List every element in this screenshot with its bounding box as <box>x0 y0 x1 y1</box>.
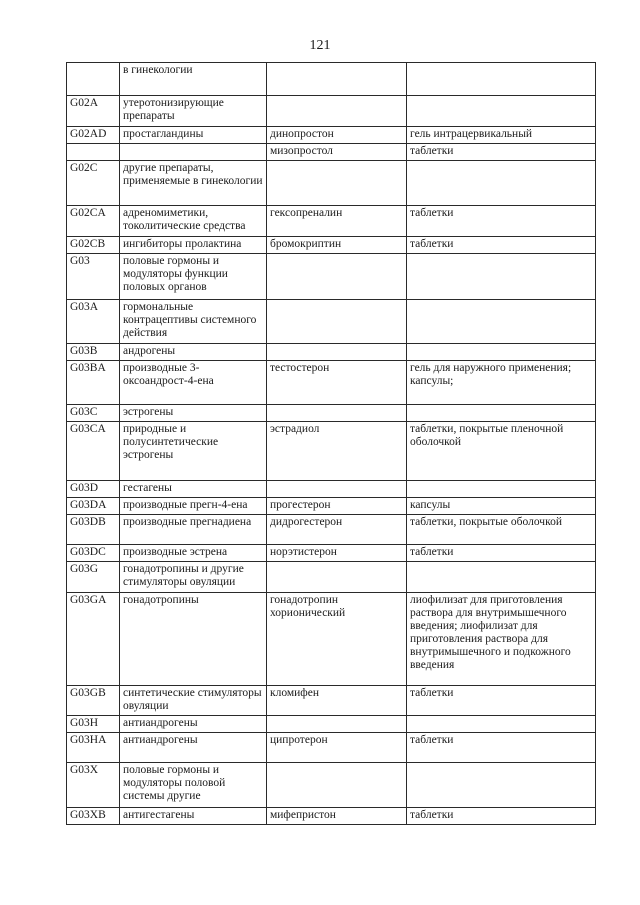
dosage-form-cell: таблетки <box>407 237 596 254</box>
drug-name-cell: норэтистерон <box>267 545 407 562</box>
atc-code-cell: G03BA <box>67 361 120 405</box>
atc-code-cell: G03HA <box>67 733 120 763</box>
table-row <box>67 237 596 254</box>
group-cell: антиандрогены <box>120 716 267 733</box>
table-row <box>67 515 596 545</box>
atc-code-cell: G03XB <box>67 808 120 825</box>
group-cell: ингибиторы пролактина <box>120 237 267 254</box>
dosage-form-cell <box>407 254 596 300</box>
dosage-form-cell <box>407 96 596 127</box>
table-row <box>67 361 596 405</box>
atc-code-cell: G02CA <box>67 206 120 237</box>
drug-name-cell: ципротерон <box>267 733 407 763</box>
table-body <box>67 63 596 825</box>
drug-name-cell: мифепристон <box>267 808 407 825</box>
atc-code-cell: G03D <box>67 481 120 498</box>
group-cell: гормональные контрацептивы системного действия <box>120 300 267 344</box>
group-cell: антигестагены <box>120 808 267 825</box>
drug-name-cell <box>267 405 407 422</box>
atc-code-cell: G03B <box>67 344 120 361</box>
group-cell <box>120 144 267 161</box>
table-row <box>67 206 596 237</box>
dosage-form-cell <box>407 716 596 733</box>
group-cell: производные прегнадиена <box>120 515 267 545</box>
atc-code-cell <box>67 63 120 96</box>
table-row <box>67 344 596 361</box>
group-cell: антиандрогены <box>120 733 267 763</box>
table-row <box>67 96 596 127</box>
atc-code-cell: G03H <box>67 716 120 733</box>
table-row <box>67 545 596 562</box>
table-row <box>67 481 596 498</box>
drug-name-cell <box>267 481 407 498</box>
table-row <box>67 254 596 300</box>
group-cell: производные прегн-4-ена <box>120 498 267 515</box>
dosage-form-cell: таблетки <box>407 144 596 161</box>
group-cell: адреномиметики, токолитические средства <box>120 206 267 237</box>
group-cell: синтетические стимуляторы овуляции <box>120 686 267 716</box>
atc-code-cell: G03C <box>67 405 120 422</box>
dosage-form-cell <box>407 161 596 206</box>
group-cell: утеротонизирующие препараты <box>120 96 267 127</box>
atc-code-cell: G03X <box>67 763 120 808</box>
dosage-form-cell <box>407 300 596 344</box>
drug-name-cell <box>267 300 407 344</box>
drug-name-cell: тестостерон <box>267 361 407 405</box>
dosage-form-cell: гель интрацервикальный <box>407 127 596 144</box>
table-row <box>67 562 596 593</box>
atc-code-cell: G03GB <box>67 686 120 716</box>
drug-name-cell <box>267 763 407 808</box>
drug-name-cell: эстрадиол <box>267 422 407 481</box>
group-cell: гестагены <box>120 481 267 498</box>
table-row <box>67 733 596 763</box>
atc-code-cell: G02AD <box>67 127 120 144</box>
dosage-form-cell <box>407 763 596 808</box>
table-row <box>67 498 596 515</box>
group-cell: эстрогены <box>120 405 267 422</box>
group-cell: гонадотропины и другие стимуляторы овуляции <box>120 562 267 593</box>
drug-name-cell <box>267 254 407 300</box>
atc-code-cell: G03DC <box>67 545 120 562</box>
drug-name-cell <box>267 716 407 733</box>
drug-name-cell: бромокриптин <box>267 237 407 254</box>
page-number: 121 <box>309 38 331 53</box>
table-row <box>67 808 596 825</box>
dosage-form-cell: таблетки, покрытые пленочной оболочкой <box>407 422 596 481</box>
table-row <box>67 127 596 144</box>
dosage-form-cell: гель для наружного применения; капсулы; <box>407 361 596 405</box>
drug-name-cell: гексопреналин <box>267 206 407 237</box>
atc-code-cell: G03GA <box>67 593 120 686</box>
drug-name-cell: динопростон <box>267 127 407 144</box>
table-row <box>67 686 596 716</box>
dosage-form-cell <box>407 344 596 361</box>
table-row <box>67 144 596 161</box>
dosage-form-cell: таблетки <box>407 545 596 562</box>
group-cell: половые гормоны и модуляторы половой системы другие <box>120 763 267 808</box>
dosage-form-cell: таблетки, покрытые оболочкой <box>407 515 596 545</box>
drug-name-cell <box>267 562 407 593</box>
atc-code-cell: G03 <box>67 254 120 300</box>
dosage-form-cell <box>407 481 596 498</box>
table-row <box>67 405 596 422</box>
table-row <box>67 300 596 344</box>
drug-name-cell: мизопростол <box>267 144 407 161</box>
group-cell: другие препараты, применяемые в гинекологии <box>120 161 267 206</box>
group-cell: производные эстрена <box>120 545 267 562</box>
dosage-form-cell: таблетки <box>407 206 596 237</box>
drug-name-cell <box>267 344 407 361</box>
drug-name-cell <box>267 161 407 206</box>
atc-code-cell: G03CA <box>67 422 120 481</box>
atc-code-cell: G02C <box>67 161 120 206</box>
group-cell: в гинекологии <box>120 63 267 96</box>
dosage-form-cell <box>407 562 596 593</box>
table-row <box>67 161 596 206</box>
drug-name-cell <box>267 63 407 96</box>
table-row <box>67 422 596 481</box>
group-cell: гонадотропины <box>120 593 267 686</box>
drug-name-cell <box>267 96 407 127</box>
atc-code-cell: G03A <box>67 300 120 344</box>
dosage-form-cell: таблетки <box>407 733 596 763</box>
drug-name-cell: дидрогестерон <box>267 515 407 545</box>
group-cell: производные 3-оксоандрост-4-ена <box>120 361 267 405</box>
group-cell: половые гормоны и модуляторы функции половых органов <box>120 254 267 300</box>
atc-code-cell: G02CB <box>67 237 120 254</box>
drug-name-cell: прогестерон <box>267 498 407 515</box>
drug-classification-table <box>66 62 596 825</box>
table-row <box>67 716 596 733</box>
group-cell: андрогены <box>120 344 267 361</box>
table-row <box>67 63 596 96</box>
atc-code-cell: G03DB <box>67 515 120 545</box>
dosage-form-cell: капсулы <box>407 498 596 515</box>
atc-code-cell: G03G <box>67 562 120 593</box>
table-row <box>67 593 596 686</box>
atc-code-cell: G03DA <box>67 498 120 515</box>
dosage-form-cell: таблетки <box>407 808 596 825</box>
group-cell: простагландины <box>120 127 267 144</box>
dosage-form-cell: таблетки <box>407 686 596 716</box>
drug-name-cell: гонадотропин хорионический <box>267 593 407 686</box>
dosage-form-cell: лиофилизат для приготовления раствора для внутримышечного введения; лиофилизат для приготовления раствора для внутримышечного и подкожного введения <box>407 593 596 686</box>
table-row <box>67 763 596 808</box>
drug-name-cell: кломифен <box>267 686 407 716</box>
dosage-form-cell <box>407 405 596 422</box>
group-cell: природные и полусинтетические эстрогены <box>120 422 267 481</box>
atc-code-cell: G02A <box>67 96 120 127</box>
atc-code-cell <box>67 144 120 161</box>
dosage-form-cell <box>407 63 596 96</box>
